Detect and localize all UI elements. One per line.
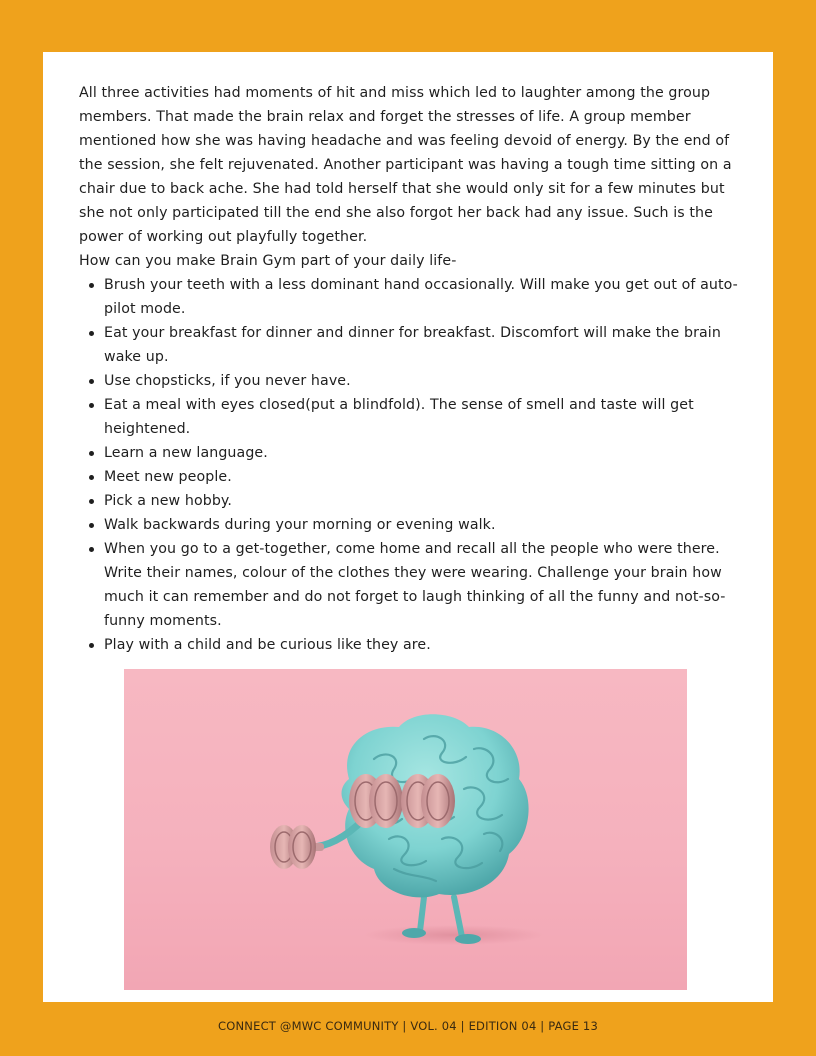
tip-item: Walk backwards during your morning or evening walk.: [79, 513, 739, 537]
tip-item: Eat your breakfast for dinner and dinner for breakfast. Discomfort will make the brain wake up.: [79, 321, 739, 369]
tip-item: Pick a new hobby.: [79, 489, 739, 513]
page-footer: CONNECT @MWC COMMUNITY | VOL. 04 | EDITION 04 | PAGE 13: [218, 1019, 598, 1033]
tips-list: [79, 273, 739, 657]
tip-item: Brush your teeth with a less dominant hand occasionally. Will make you get out of auto-pilot mode.: [79, 273, 739, 321]
page-card: [43, 52, 773, 1002]
tip-item: Use chopsticks, if you never have.: [79, 369, 739, 393]
tip-item: Play with a child and be curious like they are.: [79, 633, 739, 657]
tip-item: When you go to a get-together, come home and recall all the people who were there. Write their names, colour of the clothes they were wearing. Challenge your brain how much it can remember and do not forget to laugh thinking of all the funny and not-so-funny moments.: [79, 537, 739, 633]
brain-dumbbell-photo: [124, 669, 687, 990]
brain-lifting-dumbbells-illustration: [124, 669, 687, 990]
article-paragraph: All three activities had moments of hit and miss which led to laughter among the group members. That made the brain relax and forget the stresses of life. A group member mentioned how she was having headache and was feeling devoid of energy. By the end of the session, she felt rejuvenated. Another participant was having a tough time sitting on a chair due to back ache. She had told herself that she would only sit for a few minutes but she not only participated till the end she also forgot her back had any issue. Such is the power of working out playfully together.: [79, 85, 732, 245]
article-body: [79, 81, 739, 657]
tips-intro: How can you make Brain Gym part of your daily life-: [79, 253, 457, 269]
tip-item: Learn a new language.: [79, 441, 739, 465]
tip-item: Meet new people.: [79, 465, 739, 489]
tip-item: Eat a meal with eyes closed(put a blindfold). The sense of smell and taste will get heightened.: [79, 393, 739, 441]
